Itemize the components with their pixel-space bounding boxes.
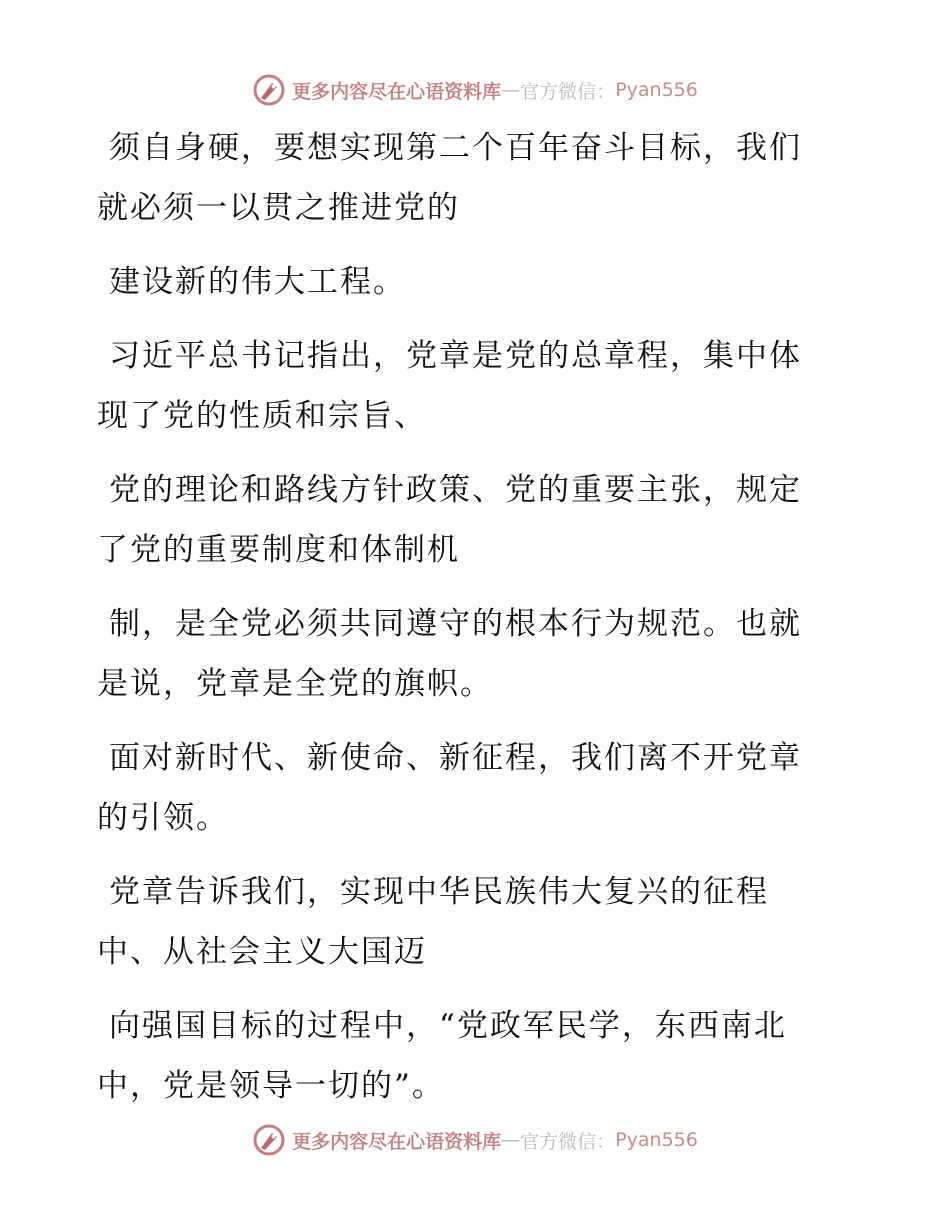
paragraph — [97, 862, 837, 982]
banner-wechat-id: Pyan556 — [615, 1129, 698, 1151]
banner-side-text: 官方微信： — [520, 80, 616, 103]
document-body — [97, 118, 837, 1130]
paragraph — [97, 326, 837, 446]
paragraph — [97, 996, 837, 1116]
paragraph — [97, 118, 837, 238]
paragraph — [97, 594, 837, 714]
text-line: 了党的重要制度和体制机 — [97, 532, 460, 568]
text-line: 向强国目标的过程中，“党政军民学，东西南北 — [109, 1008, 787, 1044]
header-banner — [0, 70, 950, 110]
banner-wechat-id: Pyan556 — [615, 79, 698, 101]
text-line: 习近平总书记指出，党章是党的总章程，集中体 — [109, 338, 802, 374]
paragraph — [97, 460, 837, 580]
text-line: 党的理论和路线方针政策、党的重要主张，规定 — [109, 472, 802, 508]
pen-nib-circle-icon — [252, 73, 286, 107]
paragraph — [97, 252, 837, 312]
banner-main-text: 更多内容尽在心语资料库 — [292, 80, 502, 103]
text-line: 须自身硬，要想实现第二个百年奋斗目标，我们 — [109, 130, 802, 166]
banner-dash: — — [501, 79, 521, 101]
text-line: 的引领。 — [97, 800, 229, 836]
banner-side-text: 官方微信： — [520, 1130, 616, 1153]
text-line: 中，党是领导一切的”。 — [97, 1068, 445, 1104]
text-line: 制，是全党必须共同遵守的根本行为规范。也就 — [109, 606, 802, 642]
text-line: 建设新的伟大工程。 — [109, 264, 406, 300]
banner-main-text: 更多内容尽在心语资料库 — [292, 1130, 502, 1153]
text-line: 就必须一以贯之推进党的 — [97, 190, 460, 226]
text-line: 党章告诉我们，实现中华民族伟大复兴的征程 — [109, 874, 769, 910]
banner-dash: — — [501, 1129, 521, 1151]
paragraph — [97, 728, 837, 848]
text-line: 面对新时代、新使命、新征程，我们离不开党章 — [109, 740, 802, 776]
text-line: 中、从社会主义大国迈 — [97, 934, 427, 970]
footer-banner — [0, 1120, 950, 1160]
text-line: 是说，党章是全党的旗帜。 — [97, 666, 493, 702]
text-line: 现了党的性质和宗旨、 — [97, 398, 427, 434]
pen-nib-circle-icon — [252, 1123, 286, 1157]
